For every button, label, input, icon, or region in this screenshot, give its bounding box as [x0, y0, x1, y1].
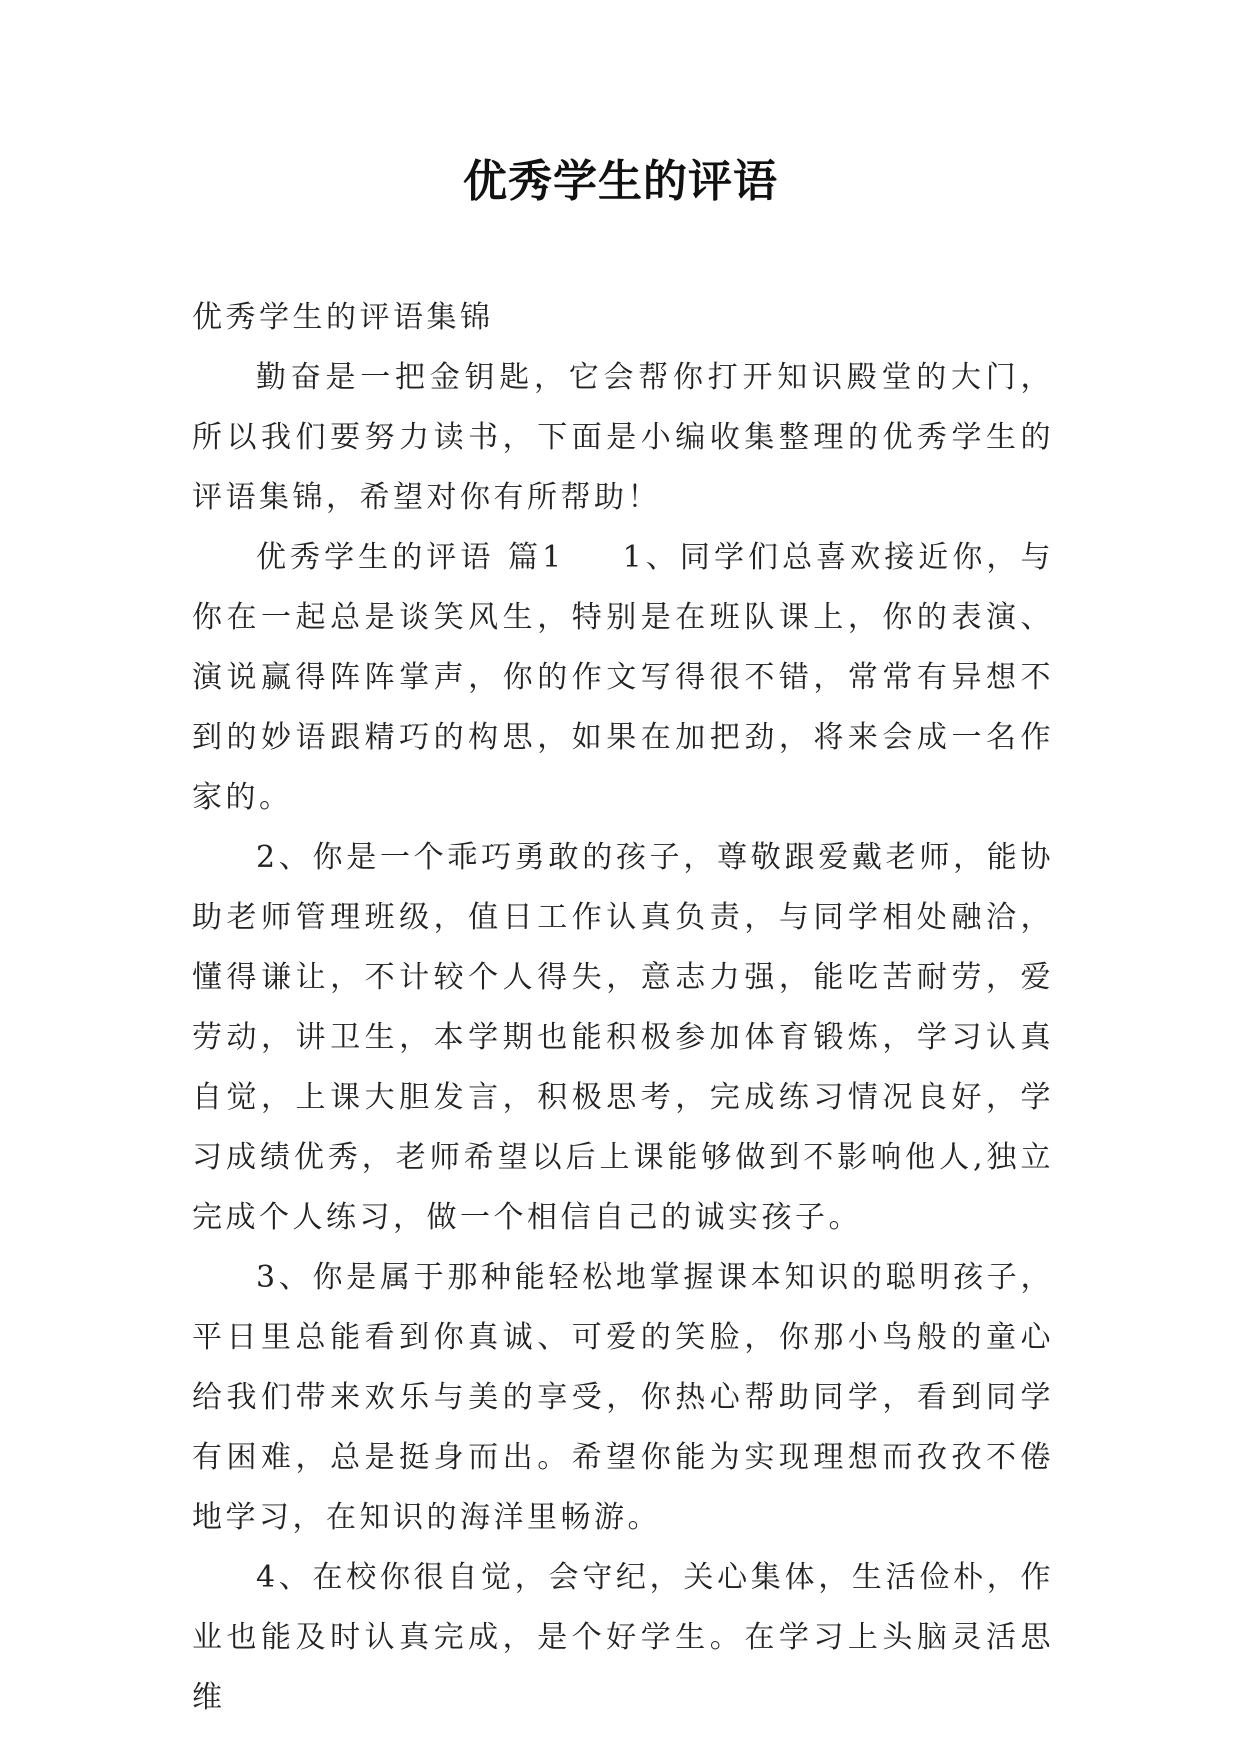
- section-heading: 优秀学生的评语 篇1: [256, 540, 565, 575]
- intro-paragraph: 勤奋是一把金钥匙，它会帮你打开知识殿堂的大门，所以我们要努力读书，下面是小编收集整理的优秀学生的评语集锦，希望对你有所帮助！: [192, 360, 1054, 515]
- document-title: 优秀学生的评语: [463, 156, 778, 207]
- comment-1: 1、同学们总喜欢接近你，与你在一起总是谈笑风生，特别是在班队课上，你的表演、演说赢得阵阵掌声，你的作文写得很不错，常常有异想不到的妙语跟精巧的构思，如果在加把劲，将来会成一名作家的。: [192, 540, 1054, 815]
- document-body: [192, 288, 1054, 1728]
- comment-4: 4、在校你很自觉，会守纪，关心集体，生活俭朴，作业也能及时认真完成，是个好学生。在学习上头脑灵活思维: [192, 1560, 1054, 1715]
- comment-3: 3、你是属于那种能轻松地掌握课本知识的聪明孩子，平日里总能看到你真诚、可爱的笑脸，你那小鸟般的童心给我们带来欢乐与美的享受，你热心帮助同学，看到同学有困难，总是挺身而出。希望你能为实现理想而孜孜不倦地学习，在知识的海洋里畅游。: [192, 1260, 1054, 1535]
- comment-2: 2、你是一个乖巧勇敢的孩子，尊敬跟爱戴老师，能协助老师管理班级，值日工作认真负责，与同学相处融洽，懂得谦让，不计较个人得失，意志力强，能吃苦耐劳，爱劳动，讲卫生，本学期也能积极参加体育锻炼，学习认真自觉，上课大胆发言，积极思考，完成练习情况良好，学习成绩优秀，老师希望以后上课能够做到不影响他人,独立完成个人练习，做一个相信自己的诚实孩子。: [192, 840, 1054, 1235]
- section-paragraph-1: [192, 528, 1054, 828]
- document-subtitle: 优秀学生的评语集锦: [192, 300, 494, 335]
